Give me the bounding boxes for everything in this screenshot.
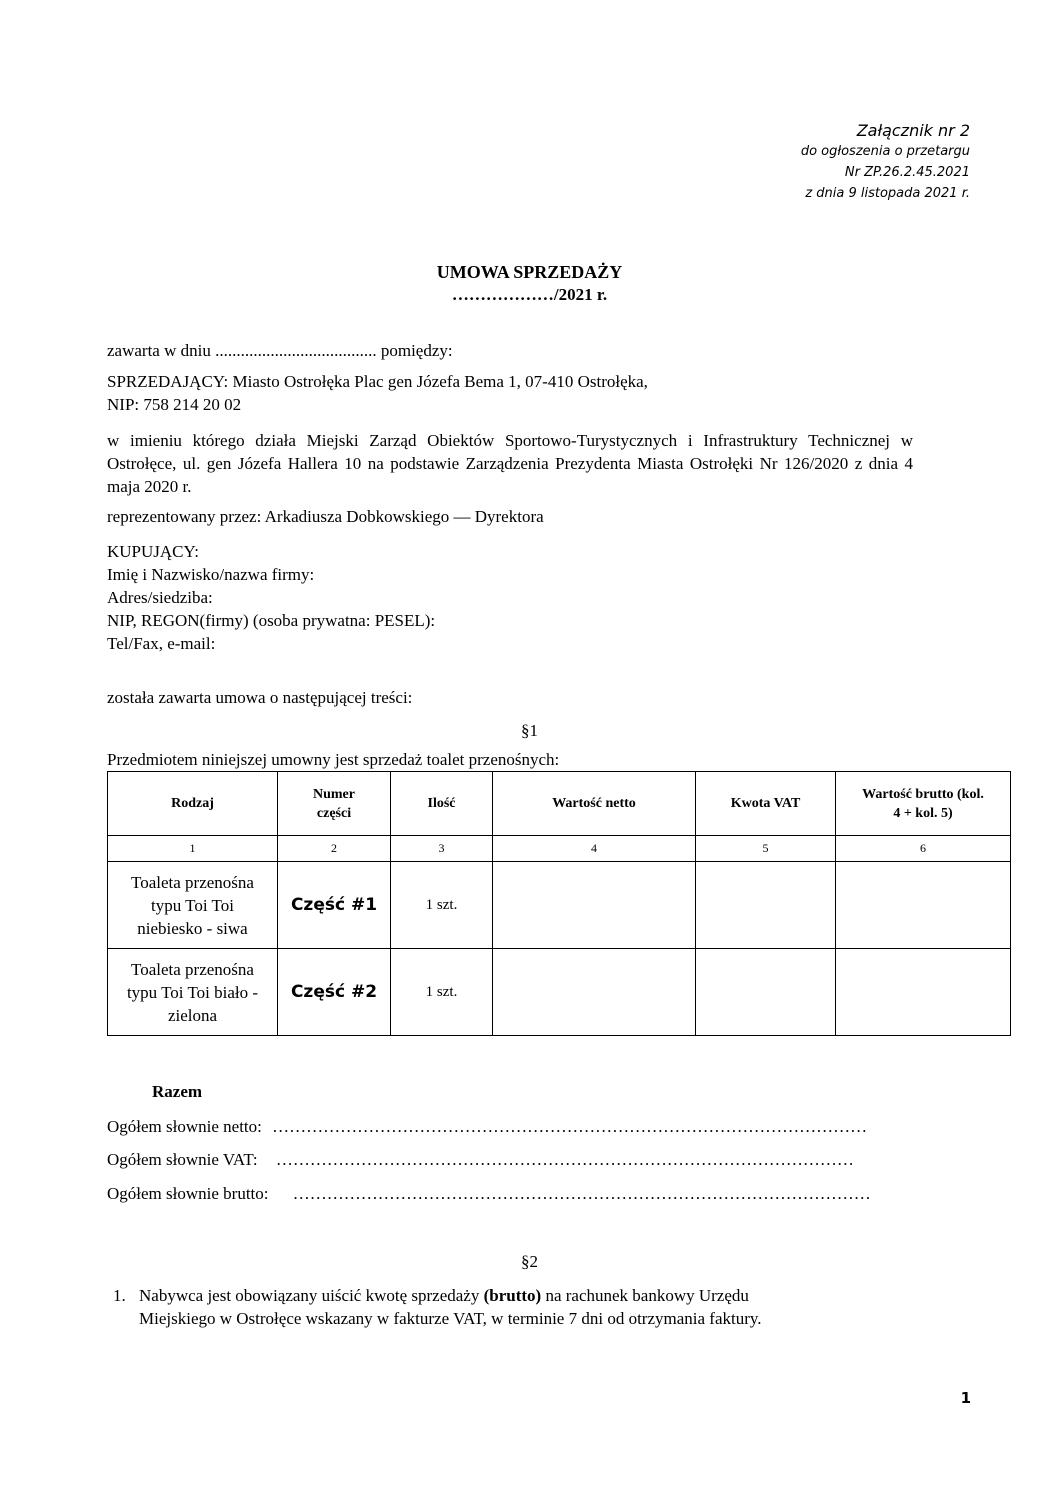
item-text-bold: (brutto) — [483, 1286, 542, 1305]
total-net-dots[interactable]: …………………………………………………………………………………………… — [272, 1117, 868, 1136]
table-header-row — [108, 772, 1011, 836]
section-2-symbol: §2 — [521, 1252, 538, 1271]
seller-line: SPRZEDAJĄCY: Miasto Ostrołęka Plac gen Józefa Bema 1, 07-410 Ostrołęka, — [107, 372, 648, 391]
table-row — [108, 862, 1011, 949]
attachment-line-2: Nr ZP.26.2.45.2021 — [844, 165, 970, 180]
attachment-title: Załącznik nr 2 — [856, 121, 970, 140]
total-gross-label: Ogółem słownie brutto: — [107, 1184, 269, 1203]
contract-text: została zawarta umowa o następującej treści: — [107, 688, 413, 707]
column-number: 1 — [108, 836, 278, 862]
seller-nip: NIP: 758 214 20 02 — [107, 395, 242, 414]
buyer-block — [107, 540, 435, 655]
buyer-name-field: Imię i Nazwisko/nazwa firmy: — [107, 565, 315, 584]
row-part: Część #2 — [278, 949, 391, 1036]
buyer-address-field: Adres/siedziba: — [107, 588, 213, 607]
column-number: 3 — [391, 836, 493, 862]
items-table — [107, 771, 1011, 1036]
row-type: Toaleta przenośna typu Toi Toi niebiesko - siwa — [108, 862, 278, 949]
header-net-value: Wartość netto — [493, 772, 696, 836]
acting-on-behalf-paragraph: w imieniu którego działa Miejski Zarząd Obiektów Sportowo-Turystycznych i Infrastruktury Technicznej w Ostrołęce, ul. gen Józefa Hallera 10 na podstawie Zarządzenia Prezydenta Miasta Ostrołęki Nr 126/2020 z dnia 4 maja 2020 r. — [107, 431, 913, 496]
row-quantity: 1 szt. — [391, 949, 493, 1036]
section-2-item-1 — [113, 1284, 762, 1330]
table-row — [108, 949, 1011, 1036]
row-net-value[interactable] — [493, 949, 696, 1036]
column-number: 4 — [493, 836, 696, 862]
item-text-line-2: Miejskiego w Ostrołęce wskazany w fakturze VAT, w terminie 7 dni od otrzymania faktury. — [139, 1309, 762, 1328]
row-vat-amount[interactable] — [696, 949, 836, 1036]
represented-by: reprezentowany przez: Arkadiusza Dobkowskiego — Dyrektora — [107, 507, 544, 526]
item-number: 1. — [113, 1286, 126, 1305]
total-vat-dots[interactable]: ………………………………………………………………………………………… — [275, 1150, 854, 1169]
header-gross-value: Wartość brutto (kol. 4 + kol. 5) — [836, 772, 1011, 836]
total-gross-dots[interactable]: ………………………………………………………………………………………… — [292, 1184, 871, 1203]
column-number: 5 — [696, 836, 836, 862]
column-number: 2 — [278, 836, 391, 862]
header-part-number: Numer części — [278, 772, 391, 836]
buyer-tax-id-field: NIP, REGON(firmy) (osoba prywatna: PESEL): — [107, 611, 436, 630]
header-vat-amount: Kwota VAT — [696, 772, 836, 836]
buyer-contact-field: Tel/Fax, e-mail: — [107, 634, 216, 653]
attachment-line-3: z dnia 9 listopada 2021 r. — [805, 186, 970, 201]
concluded-date-line: zawarta w dniu ...................................... pomiędzy: — [107, 341, 453, 360]
row-type: Toaleta przenośna typu Toi Toi biało - zielona — [108, 949, 278, 1036]
column-number-row — [108, 836, 1011, 862]
header-type: Rodzaj — [108, 772, 278, 836]
attachment-note — [801, 120, 970, 204]
section-1-subject: Przedmiotem niniejszej umowny jest sprzedaż toalet przenośnych: — [107, 750, 560, 769]
page-number: 1 — [960, 1389, 971, 1407]
contract-number: ………………/2021 r. — [451, 285, 608, 304]
item-text-end: na rachunek bankowy Urzędu — [545, 1286, 749, 1305]
column-number: 6 — [836, 836, 1011, 862]
row-gross-value[interactable] — [836, 862, 1011, 949]
attachment-line-1: do ogłoszenia o przetargu — [800, 144, 970, 159]
total-net-words — [107, 1117, 867, 1137]
total-vat-words — [107, 1150, 854, 1170]
row-quantity: 1 szt. — [391, 862, 493, 949]
total-vat-label: Ogółem słownie VAT: — [107, 1150, 258, 1169]
total-gross-words — [107, 1184, 871, 1204]
buyer-heading: KUPUJĄCY: — [107, 542, 199, 561]
row-vat-amount[interactable] — [696, 862, 836, 949]
row-gross-value[interactable] — [836, 949, 1011, 1036]
row-net-value[interactable] — [493, 862, 696, 949]
row-part: Część #1 — [278, 862, 391, 949]
totals-heading: Razem — [152, 1082, 203, 1101]
document-title: UMOWA SPRZEDAŻY — [436, 262, 623, 282]
section-1-symbol: §1 — [521, 721, 538, 740]
total-net-label: Ogółem słownie netto: — [107, 1117, 262, 1136]
item-text-start: Nabywca jest obowiązany uiścić kwotę sprzedaży — [139, 1286, 480, 1305]
header-quantity: Ilość — [391, 772, 493, 836]
